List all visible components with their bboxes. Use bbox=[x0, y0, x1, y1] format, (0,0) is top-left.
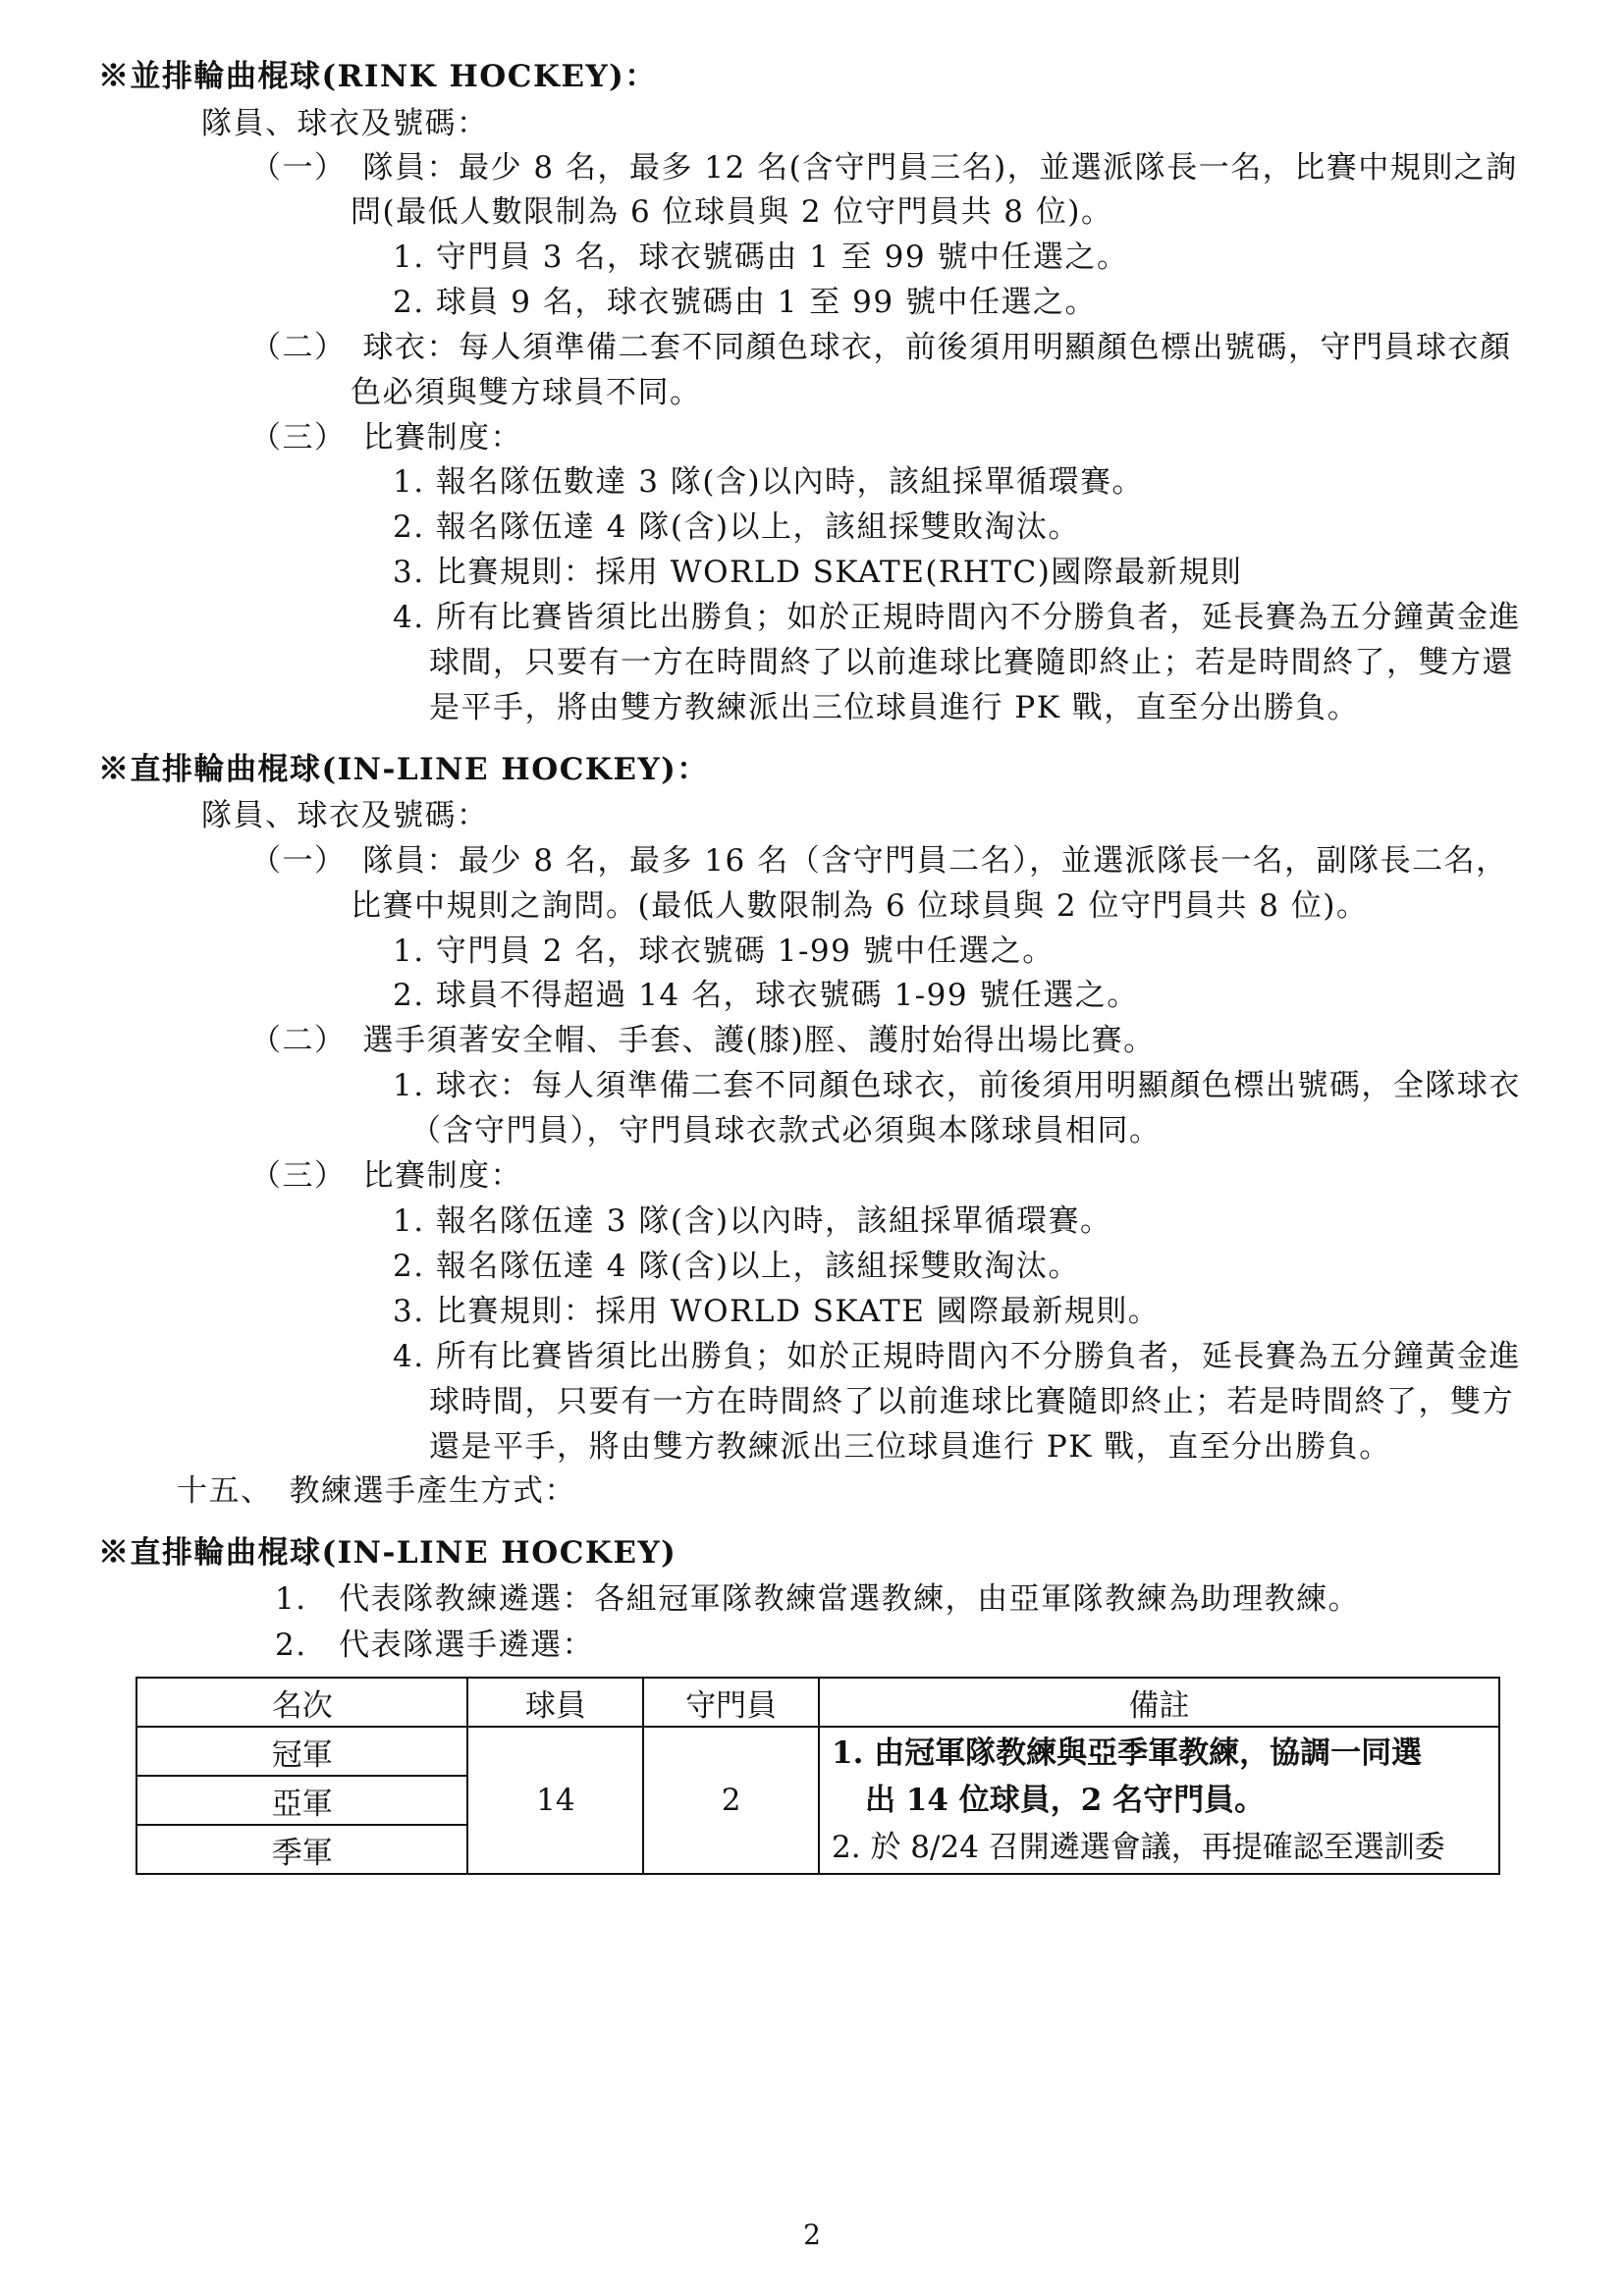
inline-item-2: （二） 選手須著安全帽、手套、護(膝)脛、護肘始得出場比賽。 bbox=[250, 1023, 1156, 1058]
inline-item-3-sub-4-cont-1: 球時間，只要有一方在時間終了以前進球比賽隨即終止；若是時間終了，雙方 bbox=[429, 1384, 1514, 1419]
inline-item-3-sub-3: 3. 比賽規則：採用 WORLD SKATE 國際最新規則。 bbox=[393, 1294, 1161, 1329]
note-1-line-2: 出 14 位球員，2 名守門員。 bbox=[865, 1783, 1266, 1818]
inline-item-2-sub-1-cont: （含守門員），守門員球衣款式必須與本隊球員相同。 bbox=[410, 1113, 1162, 1148]
rink-item-3: （三） 比賽制度： bbox=[250, 420, 522, 455]
header-players: 球員 bbox=[467, 1678, 643, 1727]
rink-item-3-sub-4: 4. 所有比賽皆須比出勝負；如於正規時間內不分勝負者，延長賽為五分鐘黃金進 bbox=[393, 600, 1521, 635]
note-1-line-1: 1. 由冠軍隊教練與亞季軍教練，協調一同選 bbox=[832, 1735, 1423, 1771]
players-count: 14 bbox=[467, 1727, 643, 1874]
inline-item-1-sub-2: 2. 球員不得超過 14 名，球衣號碼 1-99 號任選之。 bbox=[393, 978, 1139, 1013]
inline-intro: 隊員、球衣及號碼： bbox=[201, 798, 489, 833]
inline-item-1-sub-1: 1. 守門員 2 名，球衣號碼 1-99 號中任選之。 bbox=[393, 934, 1055, 969]
table-row bbox=[136, 1727, 1499, 1776]
rink-item-3-sub-4-cont-2: 是平手，將由雙方教練派出三位球員進行 PK 戰，直至分出勝負。 bbox=[429, 690, 1360, 725]
coach-selection-item: 1. 代表隊教練遴選：各組冠軍隊教練當選教練，由亞軍隊教練為助理教練。 bbox=[275, 1581, 1361, 1617]
inline-item-3-sub-2: 2. 報名隊伍達 4 隊(含)以上，該組採雙敗淘汰。 bbox=[393, 1249, 1081, 1284]
inline-item-3-sub-1: 1. 報名隊伍達 3 隊(含)以內時，該組採單循環賽。 bbox=[393, 1203, 1112, 1239]
inline-item-3-sub-4-cont-2: 還是平手，將由雙方教練派出三位球員進行 PK 戰，直至分出勝負。 bbox=[429, 1429, 1391, 1465]
rink-item-2: （二） 球衣：每人須準備二套不同顏色球衣，前後須用明顯顏色標出號碼，守門員球衣顏 bbox=[250, 330, 1512, 365]
rink-item-1: （一） 隊員：最少 8 名，最多 12 名(含守門員三名)，並選派隊長一名，比賽中規則之詢 bbox=[250, 150, 1518, 186]
section-15-heading: 十五、 教練選手產生方式： bbox=[177, 1473, 576, 1509]
header-rank: 名次 bbox=[136, 1678, 467, 1727]
rink-item-1-sub-1: 1. 守門員 3 名，球衣號碼由 1 至 99 號中任選之。 bbox=[393, 240, 1129, 275]
inline-item-1-cont: 比賽中規則之詢問。(最低人數限制為 6 位球員與 2 位守門員共 8 位)。 bbox=[351, 888, 1369, 924]
rank-third: 季軍 bbox=[136, 1825, 467, 1874]
notes-cell bbox=[819, 1727, 1499, 1874]
inline-selection-title: ※直排輪曲棍球(IN-LINE HOCKEY) bbox=[98, 1535, 677, 1571]
inline-item-1: （一） 隊員：最少 8 名，最多 16 名（含守門員二名），並選派隊長一名，副隊長二名， bbox=[250, 843, 1508, 879]
rink-hockey-title: ※並排輪曲棍球(RINK HOCKEY)： bbox=[98, 59, 657, 94]
rink-item-3-sub-2: 2. 報名隊伍達 4 隊(含)以上，該組採雙敗淘汰。 bbox=[393, 509, 1081, 545]
rink-intro: 隊員、球衣及號碼： bbox=[201, 106, 489, 141]
selection-table bbox=[135, 1677, 1500, 1875]
table-header-row bbox=[136, 1678, 1499, 1727]
rink-item-1-cont: 問(最低人數限制為 6 位球員與 2 位守門員共 8 位)。 bbox=[351, 194, 1113, 230]
inline-hockey-title: ※直排輪曲棍球(IN-LINE HOCKEY)： bbox=[98, 752, 709, 787]
inline-item-2-sub-1: 1. 球衣：每人須準備二套不同顏色球衣，前後須用明顯顏色標出號碼，全隊球衣 bbox=[393, 1068, 1521, 1103]
inline-item-3: （三） 比賽制度： bbox=[250, 1158, 522, 1194]
player-selection-item: 2. 代表隊選手遴選： bbox=[275, 1628, 595, 1663]
rink-item-3-sub-4-cont-1: 球間，只要有一方在時間終了以前進球比賽隨即終止；若是時間終了，雙方還 bbox=[429, 645, 1514, 680]
rink-item-1-sub-2: 2. 球員 9 名，球衣號碼由 1 至 99 號中任選之。 bbox=[393, 285, 1097, 320]
header-goalies: 守門員 bbox=[643, 1678, 819, 1727]
note-2: 2. 於 8/24 召開遴選會議，再提確認至選訓委 bbox=[832, 1830, 1445, 1865]
rink-item-3-sub-1: 1. 報名隊伍數達 3 隊(含)以內時，該組採單循環賽。 bbox=[393, 464, 1145, 500]
rink-item-2-cont: 色必須與雙方球員不同。 bbox=[351, 375, 702, 410]
rink-item-3-sub-3: 3. 比賽規則：採用 WORLD SKATE(RHTC)國際最新規則 bbox=[393, 555, 1243, 590]
inline-item-3-sub-4: 4. 所有比賽皆須比出勝負；如於正規時間內不分勝負者，延長賽為五分鐘黃金進 bbox=[393, 1339, 1521, 1374]
goalies-count: 2 bbox=[643, 1727, 819, 1874]
page-number: 2 bbox=[803, 2218, 821, 2251]
header-notes: 備註 bbox=[819, 1678, 1499, 1727]
rank-champion: 冠軍 bbox=[136, 1727, 467, 1776]
rank-runner-up: 亞軍 bbox=[136, 1776, 467, 1825]
